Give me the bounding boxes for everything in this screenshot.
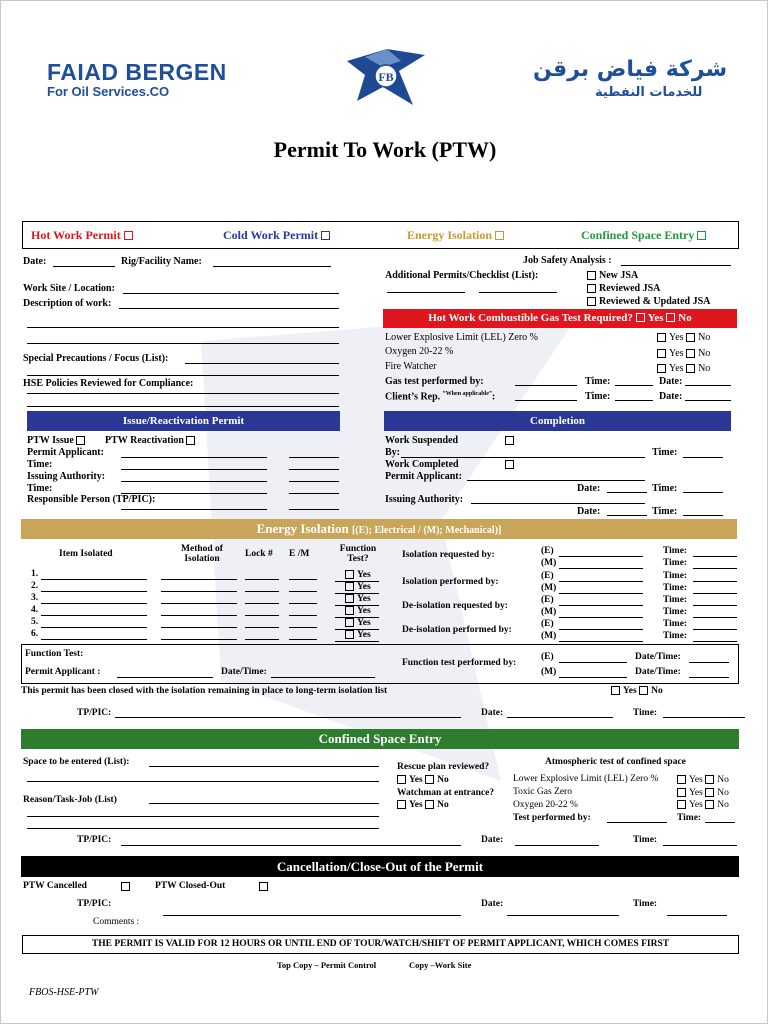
space-field-1[interactable] (149, 766, 379, 767)
validity-notice: THE PERMIT IS VALID FOR 12 HOURS OR UNTIL END OF TOUR/WATCH/SHIFT OF PERMIT APPLICANT, WHICH COMES FIRST (22, 935, 739, 954)
em-time-field[interactable] (693, 617, 737, 618)
updated-jsa-checkbox[interactable] (587, 297, 596, 306)
iso-test-yes[interactable]: Yes (345, 618, 371, 628)
iso-item-field[interactable] (41, 579, 147, 580)
confined-bar: Confined Space Entry (21, 729, 739, 749)
em-field[interactable] (559, 556, 643, 557)
func-m-field[interactable] (559, 677, 627, 678)
svg-text:FB: FB (378, 70, 394, 84)
func-applicant-field[interactable] (117, 677, 213, 678)
completion-date-field-1[interactable] (607, 492, 647, 493)
conf-oxygen-label: Oxygen 20-22 % (513, 800, 578, 810)
completion-date-label-2: Date: (577, 506, 601, 517)
rig-field[interactable] (213, 266, 331, 267)
em-field[interactable] (559, 581, 643, 582)
iso-lock-field[interactable] (245, 627, 279, 628)
new-jsa-checkbox[interactable] (587, 271, 596, 280)
completion-bar: Completion (384, 411, 731, 431)
function-test-box (21, 644, 739, 684)
client-time-field[interactable] (615, 400, 653, 401)
completion-time-label-1: Time: (652, 483, 678, 494)
conf-toxic-no-checkbox[interactable] (705, 788, 714, 797)
iso-row-number: 3. (31, 593, 39, 603)
closed-no-checkbox[interactable] (639, 686, 648, 695)
issue-line-2b[interactable] (289, 469, 339, 470)
suspended-time-field[interactable] (683, 457, 723, 458)
lel-label: Lower Explosive Limit (LEL) Zero % (385, 332, 539, 343)
issue-line-3a[interactable] (121, 481, 267, 482)
em-label: (M) (541, 631, 557, 641)
func-e-label: (E) (541, 652, 554, 662)
work-suspended-checkbox[interactable] (505, 436, 514, 445)
comments-label: Comments : (93, 917, 140, 927)
conf-oxygen-no-checkbox[interactable] (705, 800, 714, 809)
conf-toxic-yesno[interactable]: Yes No (677, 788, 729, 798)
precautions-label: Special Precautions / Focus (List): (23, 353, 169, 364)
desc-field-2[interactable] (27, 327, 339, 328)
company-name-en: FAIAD BERGEN For Oil Services.CO (47, 59, 227, 99)
em-label: (E) (541, 546, 554, 556)
hse-label: HSE Policies Reviewed for Compliance: (23, 378, 194, 389)
conf-lel-label: Lower Explosive Limit (LEL) Zero % (513, 774, 659, 784)
iso-row-number: 2. (31, 581, 39, 591)
iso-test-checkbox[interactable] (345, 582, 354, 591)
jsa-field[interactable] (621, 265, 731, 266)
cold-work-checkbox[interactable] (321, 231, 330, 240)
func-datetime-field[interactable] (271, 677, 375, 678)
completion-date-field-2[interactable] (607, 515, 647, 516)
em-time-field[interactable] (693, 556, 737, 557)
energy-date-label: Date: (481, 708, 504, 718)
reason-field-2[interactable] (27, 816, 379, 817)
em-field[interactable] (559, 629, 643, 630)
watchman-yesno[interactable]: Yes No (397, 800, 449, 810)
ptw-closed-label: PTW Closed-Out (155, 881, 226, 891)
iso-em-field[interactable] (289, 615, 317, 616)
space-field-2[interactable] (27, 781, 379, 782)
em-time-field[interactable] (693, 641, 737, 642)
issue-time-label-2: Time: (27, 483, 53, 494)
reviewed-jsa-option[interactable]: Reviewed JSA (587, 283, 660, 294)
energy-isolation-checkbox[interactable] (495, 231, 504, 240)
date-field[interactable] (53, 266, 115, 267)
issue-line-3b[interactable] (289, 481, 339, 482)
em-time-field[interactable] (693, 605, 737, 606)
reason-label: Reason/Task-Job (List) (23, 795, 117, 805)
iso-em-field[interactable] (289, 603, 317, 604)
col-em-header: E /M (289, 549, 310, 559)
work-completed-checkbox[interactable] (505, 460, 514, 469)
rescue-yesno[interactable]: Yes No (397, 775, 449, 785)
issue-line-4a[interactable] (121, 493, 267, 494)
client-rep-field[interactable] (515, 400, 577, 401)
completion-applicant-label: Permit Applicant: (385, 471, 462, 482)
new-jsa-option[interactable]: New JSA (587, 270, 638, 281)
cancel-bar: Cancellation/Close-Out of the Permit (21, 856, 739, 877)
completion-date-label-1: Date: (577, 483, 601, 494)
em-time-field[interactable] (693, 629, 737, 630)
em-field[interactable] (559, 593, 643, 594)
em-field[interactable] (559, 617, 643, 618)
company-name-ar: شركة فياض برقن (533, 57, 728, 82)
iso-em-field[interactable] (289, 627, 317, 628)
deiso-perf-label: De-isolation performed by: (402, 625, 512, 635)
ptw-cancelled-label: PTW Cancelled (23, 881, 87, 891)
gas-time-label: Time: (585, 376, 611, 387)
iso-test-checkbox[interactable] (345, 618, 354, 627)
ptw-closed-checkbox[interactable] (259, 882, 268, 891)
func-perf-label: Function test performed by: (402, 658, 517, 668)
gas-time-field[interactable] (615, 385, 653, 386)
space-label: Space to be entered (List): (23, 757, 130, 767)
iso-em-field[interactable] (289, 639, 317, 640)
completion-time-label-2: Time: (652, 506, 678, 517)
gas-test-yes-checkbox[interactable] (636, 313, 645, 322)
em-field[interactable] (559, 605, 643, 606)
col-method-header: Method of Isolation (181, 544, 223, 564)
em-label: (E) (541, 595, 554, 605)
iso-item-field[interactable] (41, 639, 147, 640)
func-m-datetime-field[interactable] (689, 677, 729, 678)
gas-date-label: Date: (659, 376, 683, 387)
desc-label: Description of work: (23, 298, 112, 309)
iso-lock-field[interactable] (245, 579, 279, 580)
fire-yesno[interactable]: Yes No (657, 363, 710, 374)
iso-test-checkbox[interactable] (345, 594, 354, 603)
em-field[interactable] (559, 641, 643, 642)
precautions-field-2[interactable] (27, 375, 339, 376)
energy-tppic-label: TP/PIC: (77, 708, 112, 718)
work-completed-label: Work Completed (385, 459, 459, 470)
func-datetime-label: Date/Time: (221, 667, 267, 677)
em-label: (M) (541, 558, 557, 568)
date-label: Date: (23, 256, 47, 267)
function-test-label: Function Test: (25, 649, 84, 659)
func-applicant-label: Permit Applicant : (25, 667, 101, 677)
energy-tppic-field[interactable] (115, 717, 461, 718)
func-m-label: (M) (541, 667, 557, 677)
iso-method-field[interactable] (161, 639, 237, 640)
additional-field-2[interactable] (479, 292, 557, 293)
em-label: (E) (541, 619, 554, 629)
confined-space-option[interactable]: Confined Space Entry (581, 228, 709, 243)
watchman-no-checkbox[interactable] (425, 800, 434, 809)
conf-date-field[interactable] (515, 845, 599, 846)
responsible-label: Responsible Person (TP/PIC): (27, 494, 156, 505)
completion-authority-label: Issuing Authority: (385, 494, 464, 505)
em-time-label: Time: (663, 619, 688, 629)
conf-lel-yes-checkbox[interactable] (677, 775, 686, 784)
desc-field-1[interactable] (119, 308, 339, 309)
conf-testby-field[interactable] (607, 822, 667, 823)
cancel-date-label: Date: (481, 899, 504, 909)
ptw-issue-option[interactable]: PTW Issue (27, 435, 88, 446)
em-time-label: Time: (663, 558, 688, 568)
cancel-tppic-field[interactable] (163, 915, 461, 916)
hot-work-option[interactable]: Hot Work Permit (31, 228, 136, 243)
iso-lock-field[interactable] (245, 603, 279, 604)
em-time-label: Time: (663, 631, 688, 641)
em-time-label: Time: (663, 583, 688, 593)
energy-time-label: Time: (633, 708, 658, 718)
iso-row-number: 4. (31, 605, 39, 615)
oxygen-label: Oxygen 20-22 % (385, 346, 454, 357)
cancel-date-field[interactable] (507, 915, 619, 916)
hot-work-checkbox[interactable] (124, 231, 133, 240)
oxygen-yes-checkbox[interactable] (657, 349, 666, 358)
iso-test-yes[interactable]: Yes (345, 606, 371, 616)
rescue-yes-checkbox[interactable] (397, 775, 406, 784)
hse-field-2[interactable] (27, 406, 339, 407)
issue-line-4b[interactable] (289, 493, 339, 494)
gas-date-field[interactable] (685, 385, 731, 386)
conf-toxic-label: Toxic Gas Zero (513, 787, 572, 797)
iso-lock-field[interactable] (245, 639, 279, 640)
iso-item-field[interactable] (41, 627, 147, 628)
em-time-label: Time: (663, 595, 688, 605)
iso-test-checkbox[interactable] (345, 570, 354, 579)
iso-test-checkbox[interactable] (345, 630, 354, 639)
iso-item-field[interactable] (41, 603, 147, 604)
lel-yesno[interactable]: Yes No (657, 332, 710, 343)
fire-watcher-label: Fire Watcher (385, 361, 437, 372)
confined-space-checkbox[interactable] (697, 231, 706, 240)
atmo-label: Atmospheric test of confined space (545, 757, 686, 767)
gas-test-no-checkbox[interactable] (666, 313, 675, 322)
iso-method-field[interactable] (161, 615, 237, 616)
energy-bar: Energy Isolation [(E); Electrical / (M); Mechanical)] (21, 519, 737, 539)
iso-em-field[interactable] (289, 591, 317, 592)
cancel-time-field[interactable] (667, 915, 727, 916)
conf-time-field[interactable] (663, 845, 737, 846)
col-lock-header: Lock # (245, 549, 273, 559)
desc-field-3[interactable] (27, 343, 339, 344)
energy-date-field[interactable] (507, 717, 613, 718)
oxygen-no-checkbox[interactable] (686, 349, 695, 358)
completion-time-field-1[interactable] (683, 492, 723, 493)
em-label: (M) (541, 607, 557, 617)
additional-label: Additional Permits/Checklist (List): (385, 270, 539, 281)
issue-line-5a[interactable] (121, 509, 267, 510)
gas-performed-field[interactable] (515, 385, 577, 386)
iso-req-label: Isolation requested by: (402, 550, 495, 560)
reason-field-1[interactable] (149, 803, 379, 804)
em-time-label: Time: (663, 607, 688, 617)
ptw-react-checkbox[interactable] (186, 436, 195, 445)
iso-test-yes[interactable]: Yes (345, 630, 371, 640)
suspended-time-label: Time: (652, 447, 678, 458)
form-id: FBOS-HSE-PTW (29, 987, 99, 998)
iso-test-yes[interactable]: Yes (345, 570, 371, 580)
fire-no-checkbox[interactable] (686, 364, 695, 373)
energy-time-field[interactable] (663, 717, 745, 718)
gas-test-bar: Hot Work Combustible Gas Test Required? Yes No (383, 309, 737, 328)
cold-work-option[interactable]: Cold Work Permit (223, 228, 333, 243)
work-copy-label: Copy –Work Site (409, 960, 472, 970)
issue-applicant-label: Permit Applicant: (27, 447, 104, 458)
issue-line-2a[interactable] (121, 469, 267, 470)
iso-row-number: 6. (31, 629, 39, 639)
iso-method-field[interactable] (161, 603, 237, 604)
em-time-field[interactable] (693, 568, 737, 569)
conf-lel-yesno[interactable]: Yes No (677, 775, 729, 785)
em-label: (M) (541, 583, 557, 593)
gas-performed-label: Gas test performed by: (385, 376, 484, 387)
iso-test-underline (335, 641, 379, 642)
rig-label: Rig/Facility Name: (121, 256, 202, 267)
iso-em-field[interactable] (289, 579, 317, 580)
client-date-label: Date: (659, 391, 683, 402)
closed-note: This permit has been closed with the isolation remaining in place to long-term isolation list (21, 686, 388, 696)
company-sub-ar: للخدمات النفطية (595, 85, 703, 100)
lel-no-checkbox[interactable] (686, 333, 695, 342)
precautions-field-1[interactable] (185, 363, 339, 364)
rescue-label: Rescue plan reviewed? (397, 762, 490, 772)
em-time-label: Time: (663, 571, 688, 581)
iso-test-yes[interactable]: Yes (345, 594, 371, 604)
fb-logo (343, 47, 429, 109)
additional-field-1[interactable] (387, 292, 465, 293)
iso-test-checkbox[interactable] (345, 606, 354, 615)
func-e-datetime-label: Date/Time: (635, 652, 681, 662)
cancel-tppic-label: TP/PIC: (77, 899, 112, 909)
iso-perf-label: Isolation performed by: (402, 577, 499, 587)
iso-item-field[interactable] (41, 591, 147, 592)
conf-time-label-1: Time: (677, 813, 702, 823)
em-time-field[interactable] (693, 581, 737, 582)
ptw-issue-checkbox[interactable] (76, 436, 85, 445)
conf-oxygen-yes-checkbox[interactable] (677, 800, 686, 809)
issue-line-1a[interactable] (121, 457, 267, 458)
conf-date-label: Date: (481, 835, 504, 845)
issue-line-5b[interactable] (289, 509, 339, 510)
watchman-yes-checkbox[interactable] (397, 800, 406, 809)
reviewed-jsa-checkbox[interactable] (587, 284, 596, 293)
closed-yes-checkbox[interactable] (611, 686, 620, 695)
client-rep-label: Client’s Rep. $^{“When applicable”}$: (385, 391, 496, 403)
iso-method-field[interactable] (161, 627, 237, 628)
em-time-label: Time: (663, 546, 688, 556)
suspended-by-label: By: (385, 447, 400, 458)
issue-time-label-1: Time: (27, 459, 53, 470)
iso-lock-field[interactable] (245, 615, 279, 616)
completion-time-field-2[interactable] (683, 515, 723, 516)
suspended-by-field[interactable] (401, 457, 645, 458)
em-label: (E) (541, 571, 554, 581)
site-field[interactable] (123, 293, 339, 294)
iso-row-number: 5. (31, 617, 39, 627)
em-time-field[interactable] (693, 593, 737, 594)
iso-method-field[interactable] (161, 591, 237, 592)
fire-yes-checkbox[interactable] (657, 364, 666, 373)
conf-time-field-1[interactable] (705, 822, 735, 823)
cancel-time-label: Time: (633, 899, 658, 909)
iso-lock-field[interactable] (245, 591, 279, 592)
func-e-field[interactable] (559, 662, 627, 663)
conf-time-label: Time: (633, 835, 658, 845)
reason-field-3[interactable] (27, 828, 379, 829)
conf-oxygen-yesno[interactable]: Yes No (677, 800, 729, 810)
iso-method-field[interactable] (161, 579, 237, 580)
conf-lel-no-checkbox[interactable] (705, 775, 714, 784)
jsa-label: Job Safety Analysis : (523, 255, 612, 266)
site-label: Work Site / Location: (23, 283, 115, 294)
top-copy-label: Top Copy – Permit Control (277, 960, 377, 970)
col-item-header: Item Isolated (59, 549, 113, 559)
deiso-req-label: De-isolation requested by: (402, 601, 508, 611)
watchman-label: Watchman at entrance? (397, 788, 495, 798)
issue-bar: Issue/Reactivation Permit (27, 411, 340, 431)
lel-yes-checkbox[interactable] (657, 333, 666, 342)
work-suspended-label: Work Suspended (385, 435, 459, 446)
issue-line-1b[interactable] (289, 457, 339, 458)
em-field[interactable] (559, 568, 643, 569)
client-date-field[interactable] (685, 400, 731, 401)
iso-item-field[interactable] (41, 615, 147, 616)
issue-authority-label: Issuing Authority: (27, 471, 106, 482)
oxygen-yesno[interactable]: Yes No (657, 348, 710, 359)
iso-test-yes[interactable]: Yes (345, 582, 371, 592)
conf-tppic-label: TP/PIC: (77, 835, 112, 845)
conf-testby-label: Test performed by: (513, 813, 591, 823)
client-time-label: Time: (585, 391, 611, 402)
hse-field-1[interactable] (27, 393, 339, 394)
func-e-datetime-field[interactable] (689, 662, 729, 663)
conf-toxic-yes-checkbox[interactable] (677, 788, 686, 797)
col-test-header: Function Test? (339, 544, 377, 564)
completion-authority-field[interactable] (471, 503, 645, 504)
rescue-no-checkbox[interactable] (425, 775, 434, 784)
closed-yesno[interactable]: Yes No (611, 686, 663, 696)
iso-row-number: 1. (31, 569, 39, 579)
ptw-react-option[interactable]: PTW Reactivation (105, 435, 198, 446)
ptw-cancelled-checkbox[interactable] (121, 882, 130, 891)
func-m-datetime-label: Date/Time: (635, 667, 681, 677)
page-title: Permit To Work (PTW) (273, 137, 497, 162)
conf-tppic-field[interactable] (121, 845, 461, 846)
updated-jsa-option[interactable]: Reviewed & Updated JSA (587, 296, 710, 307)
energy-isolation-option[interactable]: Energy Isolation (407, 228, 507, 243)
completion-applicant-field[interactable] (467, 480, 645, 481)
